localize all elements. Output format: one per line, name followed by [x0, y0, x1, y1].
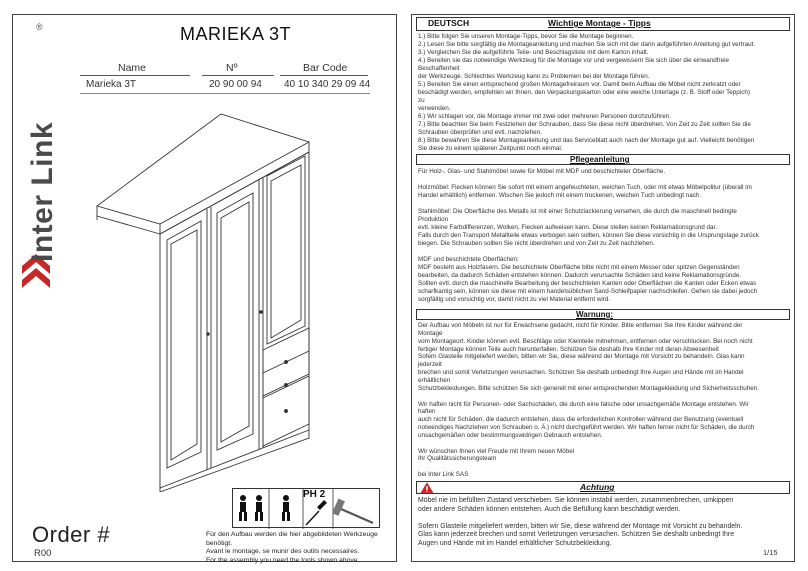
tip-line: Schrauben überprüfen und evtl. nachziehen. [418, 129, 542, 136]
table-bottom-rule [80, 93, 370, 94]
screwdriver-size-label: PH 2 [303, 489, 326, 500]
warning-triangle-icon [420, 482, 434, 494]
care-line: Holzmöbel: Flecken können Sie sofort mit einem angefeuchteten, weichen Tuch, oder mit etwas Möbelpolitur (überall im [418, 184, 752, 191]
tip-line: 3.) Vergleichen Sie die aufgeführte Teile- und Beschlagsliste mit dem Karton inhalt. [418, 49, 649, 56]
caution-line: Sofern Glasteile mitgeliefert werden, bitten wir Sie, diese während der Montage mit Vorsicht zu behandeln. [418, 522, 743, 530]
tools-note-en: For the assembly you need the tools shown above. [206, 556, 360, 564]
tools-note [206, 531, 391, 565]
wardrobe-illustration [95, 112, 320, 492]
tip-line: Beschaffenheit [418, 65, 460, 72]
brand-logo [20, 22, 64, 292]
tip-line: 5.) Bereiten Sie einen entsprechend großen Montagefreiraum vor. Damit beim Aufbau die Möbel nicht zerkratzt oder [418, 81, 741, 88]
tips-title: Wichtige Montage - Tipps [548, 18, 651, 28]
warning-line: haften [418, 408, 436, 416]
tip-line: 1.) Bitte folgen Sie unseren Montage-Tipps, bevor Sie die Montage beginnen. [418, 33, 634, 40]
warning-line: vom Montageort. Kinder können evtl. Beschläge oder Kleinteile mitnehmen, entfernen oder verschlucken. Bei noch nicht [418, 337, 753, 345]
care-line: scharfkantig sein, können sie diese mit einem handelsüblichen Sand-Schleifpapier nachschleifen. Gehen sie dabei jedoch [418, 288, 758, 295]
warning-line: Schutzbekleidungen. Bitte schützen Sie sich generell mit einer entsprechenden Montagekleidung und Sicherheitsschuhen. [418, 384, 759, 392]
tip-line: 8.) Bitte bewahren Sie diese Montageanleitung und das Serviceblatt auch nach der Montage gut auf. Vielleicht benötigen [418, 137, 755, 144]
care-line: evtl. kleine Farbdifferenzen, Wolken, Flecken aufweisen kann. Diese stellen keinen Reklamationsgrund dar. [418, 224, 718, 231]
page-number: 1/15 [763, 548, 778, 557]
language-label: DEUTSCH [428, 18, 470, 28]
tools-note-fr: Avant le montage, se munir des outils necessaires. [206, 548, 360, 556]
care-line: biegen. Die Schrauben sollten Sie nicht überdrehen und von Zeit zu Zeit nachziehen. [418, 240, 655, 247]
care-line: Handel erhältlich) entfernen. Wischen Sie jedoch mit einem trockenen, weichen Tuch unbedingt nach. [418, 192, 702, 199]
warning-line: Sofern Glasteile mitgeliefert werden, bitten wir Sie, diese während der Montage mit Vorsicht zu behandeln. Glas kann [418, 353, 745, 361]
brand-name: Inter Link [26, 121, 59, 262]
tip-line: zu [418, 97, 425, 104]
registered-mark: ® [36, 22, 43, 32]
caution-line: Möbel nie im befüllten Zustand verschieben. Sie können instabil werden, zusammenbrechen, umkippen [418, 497, 734, 504]
revision-label: R00 [34, 548, 52, 559]
care-line: bearbeiten, da dadurch Schäden entstehen können. Dadurch verursachte Schäden sind keine Reklamationsgründe. [418, 272, 742, 279]
care-line: MDF besteht aus Holzfasern. Die beschichtete Oberfläche bitte nicht mit einem Messer oder spitzen Gegenständen [418, 264, 740, 271]
care-line: MDF und beschichtete Oberflächen: [418, 256, 519, 263]
order-number-label: Order # [32, 522, 111, 547]
cell-name: Marieka 3T [86, 79, 137, 90]
warning-line: erhältlichen [418, 376, 451, 384]
cell-barcode: 40 10 340 29 09 44 [284, 79, 371, 90]
table-divider [280, 75, 368, 76]
caution-title: Achtung [580, 482, 615, 492]
warning-line: Wir wünschen Ihnen viel Freude mit Ihrem neuen Möbel [418, 447, 575, 455]
warning-line: fertiger Montage können Teile auch herunterfallen. Schützen Sie deshalb Ihre Kinder mit deren Abwesenheit [418, 345, 719, 353]
warning-line: Der Aufbau von Möbeln ist nur für Erwachsene gedacht, nicht für Kinder. Bitte entfernen Sie Ihre Kinder während der [418, 322, 743, 329]
warning-title: Warnung: [576, 310, 614, 319]
warning-line: notwendiges Nachziehen von Schrauben o. Ä.) nicht durchgeführt werden. Wir haften ferner nicht für Schäden, die durch [418, 424, 755, 432]
warning-line: jederzeit [418, 361, 442, 369]
caution-line: Augen und Hände mit im Handel erhältlicher Schutzbekleidung. [418, 540, 612, 547]
screwdriver-icon [306, 500, 327, 525]
warning-line: bei Inter Link SAS [418, 471, 469, 479]
table-divider [202, 75, 274, 76]
product-title: MARIEKA 3T [180, 24, 292, 44]
tip-line: 2.) Lesen Sie bitte sorgfältig die Montageanleitung und machen Sie sich mit der darin aufgeführten Anleitung gut vertraut. [418, 41, 756, 48]
hammer-icon [332, 498, 373, 523]
warning-line: unsachgemäßen oder bestimmungswidrigen Gebrauch entstehen. [418, 431, 603, 439]
col-header-number: Nº [226, 62, 238, 74]
person-icon [282, 495, 290, 521]
care-title: Pflegeanleitung [570, 155, 630, 164]
warning-line: Montage [418, 329, 443, 337]
warning-line: Ihr Qualitätssicherungsteam [418, 455, 497, 463]
tip-line: 4.) Bereiten sie das notwendige Werkzeug für die Montage vor und vergewissern Sie sich über die einwandfreie [418, 57, 730, 64]
col-header-barcode: Bar Code [303, 62, 348, 74]
col-header-name: Name [118, 62, 147, 74]
tip-line: 6.) Wir schlagen vor, die Montage immer mit zwei oder mehreren Personen durchzuführen. [418, 113, 672, 120]
table-divider [80, 75, 190, 76]
care-line: Falls durch den Transport Metallteile etwas verbogen sein sollten, können Sie diese vorsichtig in die Ursprungslage zurück [418, 232, 759, 239]
care-line: sorgfältig und vorsichtig vor, damit nicht zu viel Material entfernt wird. [418, 296, 611, 303]
tip-line: beschädigt werden, empfehlen wir Ihnen, den Verpackungskarton oder eine weiche Unterlage (z. B. Stoff oder Teppich) [418, 89, 750, 96]
tip-line: der Werkzeuge. Schlechtes Werkzeug kann zu Problemen bei der Montage führen. [418, 73, 650, 80]
warning-line: auch nicht für Schäden, die dadurch entstehen, dass die erforderlichen Kontrollen während der Benutzung (eventuell [418, 416, 744, 424]
caution-line: oder andere Schäden können entstehen. Auch die Befüllung kann beschädigt werden. [418, 505, 681, 513]
warning-line: brechen und somit Verletzungen verursachen. Schützen Sie deshalb unbedingt Ihre Augen und Hände mit im Handel [418, 369, 744, 377]
care-line: Stahlmöbel: Die Oberfläche des Metalls ist mit einer Schutzlackierung versehen, die durch die maschinell bedingte [418, 208, 737, 215]
tip-line: Sie diese zu einem späteren Zeitpunkt noch einmal. [418, 145, 563, 152]
caution-line: Glas kann jederzeit brechen und somit Verletzungen verursachen. Schützen Sie deshalb unbedingt Ihre [418, 531, 735, 539]
care-line: Für Holz-, Glas- und Stahlmöbel sowie für Möbel mit MDF und beschichteter Oberfläche. [418, 168, 666, 175]
warning-line: Wir haften nicht für Personen- oder Sachschäden, die durch eine falsche oder unsachgemäße Montage entstehen. Wir [418, 400, 749, 408]
care-line: Produktion [418, 216, 449, 223]
tip-line: 7.) Bitte beachten Sie beim Festziehen der Schrauben, dass Sie diese nicht überdrehen. Von Zeit zu Zeit sollten Sie die [418, 121, 751, 128]
two-person-icon [239, 495, 263, 521]
care-line: Sollten evtl. durch die maschinelle Bearbeitung der beschichteten Kanten oder Oberflächen die Kanten oder Ecken etwas [418, 280, 757, 287]
tools-note-de: Für den Aufbau werden die hier abgebildeten Werkzeuge benötigt. [206, 531, 378, 547]
cell-number: 20 90 00 94 [209, 79, 262, 90]
tip-line: verwenden. [418, 105, 451, 112]
